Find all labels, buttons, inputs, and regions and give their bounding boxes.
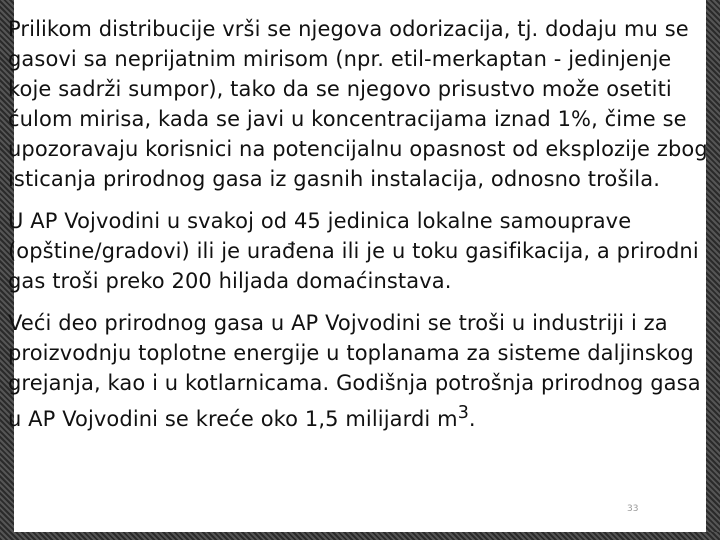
slide-body bbox=[8, 14, 708, 434]
right-frame-border bbox=[706, 0, 720, 540]
paragraph-gasification bbox=[8, 206, 708, 296]
paragraph-consumption-end: . bbox=[468, 407, 476, 431]
paragraph-odorization bbox=[8, 14, 708, 194]
page-number: 33 bbox=[627, 504, 639, 514]
paragraph-consumption bbox=[8, 308, 708, 434]
bottom-frame-border bbox=[0, 532, 720, 540]
paragraph-odorization-text: Prilikom distribucije vrši se njegova odorizacija, tj. dodaju mu se gasovi sa neprijatnim mirisom (npr. etil-merkaptan - jedinjenje koje sadrži sumpor), tako da se njegovo prisustvo može osetiti čulom mirisa, kada se javi u koncentracijama iznad 1%, čime se upozoravaju korisnici na potencijalnu opasnost od eksplozije zbog isticanja prirodnog gasa iz gasnih instalacija, odnosno trošila. bbox=[8, 17, 708, 191]
paragraph-gasification-text: U AP Vojvodini u svakoj od 45 jedinica lokalne samouprave (opštine/gradovi) ili je urađena ili je u toku gasifikacija, a prirodni gas troši preko 200 hiljada domaćinstava. bbox=[8, 209, 699, 293]
paragraph-consumption-text: Veći deo prirodnog gasa u AP Vojvodini se troši u industriji i za proizvodnju toplotne energije u toplanama za sisteme daljinskog grejanja, kao i u kotlarnicama. Godišnja potrošnja prirodnog gasa u AP Vojvodini se kreće oko 1,5 milijardi m bbox=[8, 311, 701, 431]
cubic-superscript: 3 bbox=[457, 403, 469, 423]
